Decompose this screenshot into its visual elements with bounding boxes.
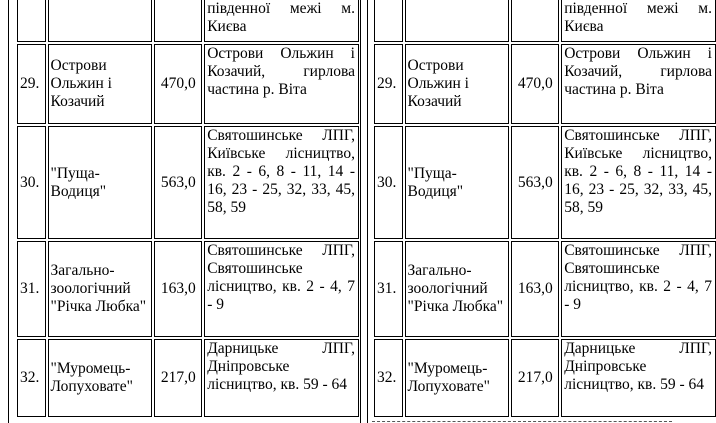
row-number: 30.: [374, 126, 403, 239]
row-number: 32.: [17, 339, 46, 417]
row-number: 31.: [17, 241, 46, 337]
reserve-location: південної межі м. Києва: [204, 0, 359, 42]
table-row: [17, 241, 359, 337]
row-number: [374, 0, 403, 42]
reserve-name: Загально-зоологічний "Річка Любка": [405, 241, 510, 337]
table-row: [17, 44, 359, 124]
table-row: [374, 0, 716, 42]
table-row: [374, 241, 716, 337]
reserve-name: Острови Ольжин і Козачий: [48, 44, 153, 124]
table-row: [374, 126, 716, 239]
row-number: 30.: [17, 126, 46, 239]
reserve-name: "Пуща-Водиця": [405, 126, 510, 239]
table-row: [17, 0, 359, 42]
reserve-area: 563,0: [511, 126, 559, 239]
row-number: [17, 0, 46, 42]
reserve-name: Острови Ольжин і Козачий: [405, 44, 510, 124]
reserve-location: Святошинське ЛПГ, Київське лісництво, кв. 2 - 6, 8 - 11, 14 - 16, 23 - 25, 32, 33, 45, 58, 59: [204, 126, 359, 239]
reserve-area: 217,0: [511, 339, 559, 417]
reserve-area: [511, 0, 559, 42]
bottom-dashed-edge: [372, 421, 672, 422]
reserve-name: "Муромець-Лопуховате": [48, 339, 153, 417]
reserve-location: Дарницьке ЛПГ, Дніпровське лісництво, кв. 59 - 64: [561, 339, 716, 417]
reserve-location: південної межі м. Києва: [561, 0, 716, 42]
left-table-panel: [0, 0, 357, 423]
reserve-name: Загально-зоологічний "Річка Любка": [48, 241, 153, 337]
reserve-name: "Муромець-Лопуховате": [405, 339, 510, 417]
reserve-area: 470,0: [511, 44, 559, 124]
reserve-area: 470,0: [154, 44, 202, 124]
reserve-location: Святошинське ЛПГ, Святошинське лісництво, кв. 2 - 4, 7 - 9: [204, 241, 359, 337]
reserve-area: 563,0: [154, 126, 202, 239]
table-row: [17, 339, 359, 417]
row-number: 29.: [17, 44, 46, 124]
reserve-location: Острови Ольжин і Козачий, гирлова частина р. Віта: [561, 44, 716, 124]
reserve-location: Острови Ольжин і Козачий, гирлова частина р. Віта: [204, 44, 359, 124]
reserve-area: 217,0: [154, 339, 202, 417]
reserve-location: Дарницьке ЛПГ, Дніпровське лісництво, кв. 59 - 64: [204, 339, 359, 417]
reserve-name: [405, 0, 510, 42]
reserve-area: [154, 0, 202, 42]
row-number: 32.: [374, 339, 403, 417]
table-row: [374, 44, 716, 124]
reserve-area: 163,0: [511, 241, 559, 337]
table-row: [374, 339, 716, 417]
row-number: 29.: [374, 44, 403, 124]
reserves-table-right: [372, 0, 716, 419]
right-table-panel: [366, 0, 716, 423]
reserve-area: 163,0: [154, 241, 202, 337]
reserve-name: [48, 0, 153, 42]
row-number: 31.: [374, 241, 403, 337]
reserve-name: "Пуща-Водиця": [48, 126, 153, 239]
table-row: [17, 126, 359, 239]
reserve-location: Святошинське ЛПГ, Київське лісництво, кв. 2 - 6, 8 - 11, 14 - 16, 23 - 25, 32, 33, 45, 58, 59: [561, 126, 716, 239]
reserves-table-left: [15, 0, 361, 419]
reserve-location: Святошинське ЛПГ, Святошинське лісництво, кв. 2 - 4, 7 - 9: [561, 241, 716, 337]
